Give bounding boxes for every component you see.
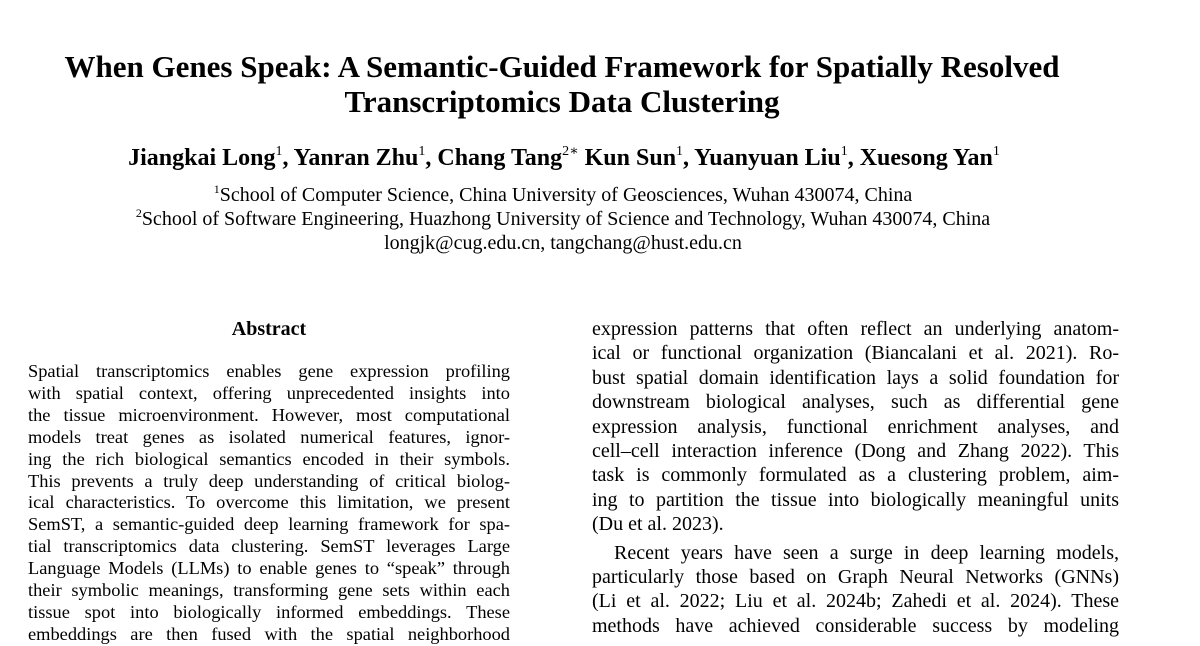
affiliation-marker: 1 xyxy=(213,182,220,196)
text-line: downstream biological analyses, such as differential gene xyxy=(592,391,1119,414)
text-line: SemST, a semantic-guided deep learning framework for spa- xyxy=(28,514,510,535)
author-affiliation-marker: 1 xyxy=(275,144,283,159)
author-name: Kun Sun xyxy=(584,145,677,171)
text-line: methods have achieved considerable success by modeling xyxy=(592,614,1119,637)
text-line: tial transcriptomics data clustering. SemST leverages Large xyxy=(28,536,510,557)
abstract-body xyxy=(28,361,510,646)
text-line: task is commonly formulated as a clustering problem, aim- xyxy=(592,464,1119,487)
text-line: cell–cell interaction inference (Dong and Zhang 2022). This xyxy=(592,440,1119,463)
author-emails: longjk@cug.edu.cn, tangchang@hust.edu.cn xyxy=(384,232,742,254)
author-list: Jiangkai Long$^1$, Yanran Zhu$^1$, Chang Tang$^{2∗}$ Kun Sun$^1$, Yuanyuan Liu$^1$, Xuesong Yan$^1$ xyxy=(128,144,1000,171)
text-line: Language Models (LLMs) to enable genes to “speak” through xyxy=(28,558,510,579)
text-line: ing the rich biological semantics encoded in their symbols. xyxy=(28,448,510,469)
text-line: ical or functional organization (Biancalani et al. 2021). Ro- xyxy=(592,342,1119,365)
author-name: Yuanyuan Liu xyxy=(694,145,841,171)
affiliation-text: School of Computer Science, China University of Geosciences, Wuhan 430074, China xyxy=(219,184,913,206)
text-line: tissue spot into biologically informed embeddings. These xyxy=(28,601,510,622)
text-line: This prevents a truly deep understanding of critical biolog- xyxy=(28,470,510,491)
author-name: Yanran Zhu xyxy=(293,145,419,171)
text-line: their symbolic meanings, transforming gene sets within each xyxy=(28,580,510,601)
author-affiliation-marker: 1 xyxy=(992,144,1000,159)
right-column xyxy=(592,317,1119,638)
abstract-heading: Abstract xyxy=(231,318,307,340)
text-line: expression patterns that often reflect an underlying anatom- xyxy=(592,318,1119,340)
text-line: Spatial transcriptomics enables gene expression profiling xyxy=(28,361,510,381)
text-line: Recent years have seen a surge in deep learning models, xyxy=(614,541,1119,564)
author-affiliation-marker: 1 xyxy=(840,144,848,159)
affiliation-2 xyxy=(0,207,1126,231)
author-affiliation-marker: 1 xyxy=(676,144,684,159)
affiliation-1 xyxy=(0,183,1126,207)
text-line: ing to partition the tissue into biologically meaningful units xyxy=(592,488,1119,511)
author-affiliation-marker: 2∗ xyxy=(562,144,579,159)
text-line: embeddings are then fused with the spatial neighborhood xyxy=(28,623,510,644)
text-line: expression analysis, functional enrichment analyses, and xyxy=(592,415,1119,438)
text-line: (Du et al. 2023). xyxy=(592,513,724,536)
affiliation-text: School of Software Engineering, Huazhong University of Science and Technology, Wuhan 430074, China xyxy=(141,208,991,230)
text-line: the tissue microenvironment. However, most computational xyxy=(28,404,510,425)
text-line: bust spatial domain identification lays a solid foundation for xyxy=(592,366,1119,389)
text-line: (Li et al. 2022; Liu et al. 2024b; Zahedi et al. 2024). These xyxy=(592,590,1119,613)
text-line: ical characteristics. To overcome this limitation, we present xyxy=(28,492,510,513)
title-line-1: When Genes Speak: A Semantic-Guided Framework for Spatially Resolved xyxy=(64,49,1060,84)
text-line: with spatial context, offering unprecedented insights into xyxy=(28,382,510,403)
affiliation-marker: 2 xyxy=(135,206,142,220)
paper-title xyxy=(0,49,1124,119)
text-line: models treat genes as isolated numerical features, ignor- xyxy=(28,426,510,447)
author-name: Jiangkai Long xyxy=(128,145,276,171)
body-paragraph-2 xyxy=(592,541,1119,639)
title-line-2: Transcriptomics Data Clustering xyxy=(344,84,780,119)
author-name: Xuesong Yan xyxy=(859,145,993,171)
author-name: Chang Tang xyxy=(437,145,563,171)
body-paragraph-1 xyxy=(592,317,1119,537)
author-affiliation-marker: 1 xyxy=(418,144,426,159)
text-line: particularly those based on Graph Neural Networks (GNNs) xyxy=(592,566,1119,589)
